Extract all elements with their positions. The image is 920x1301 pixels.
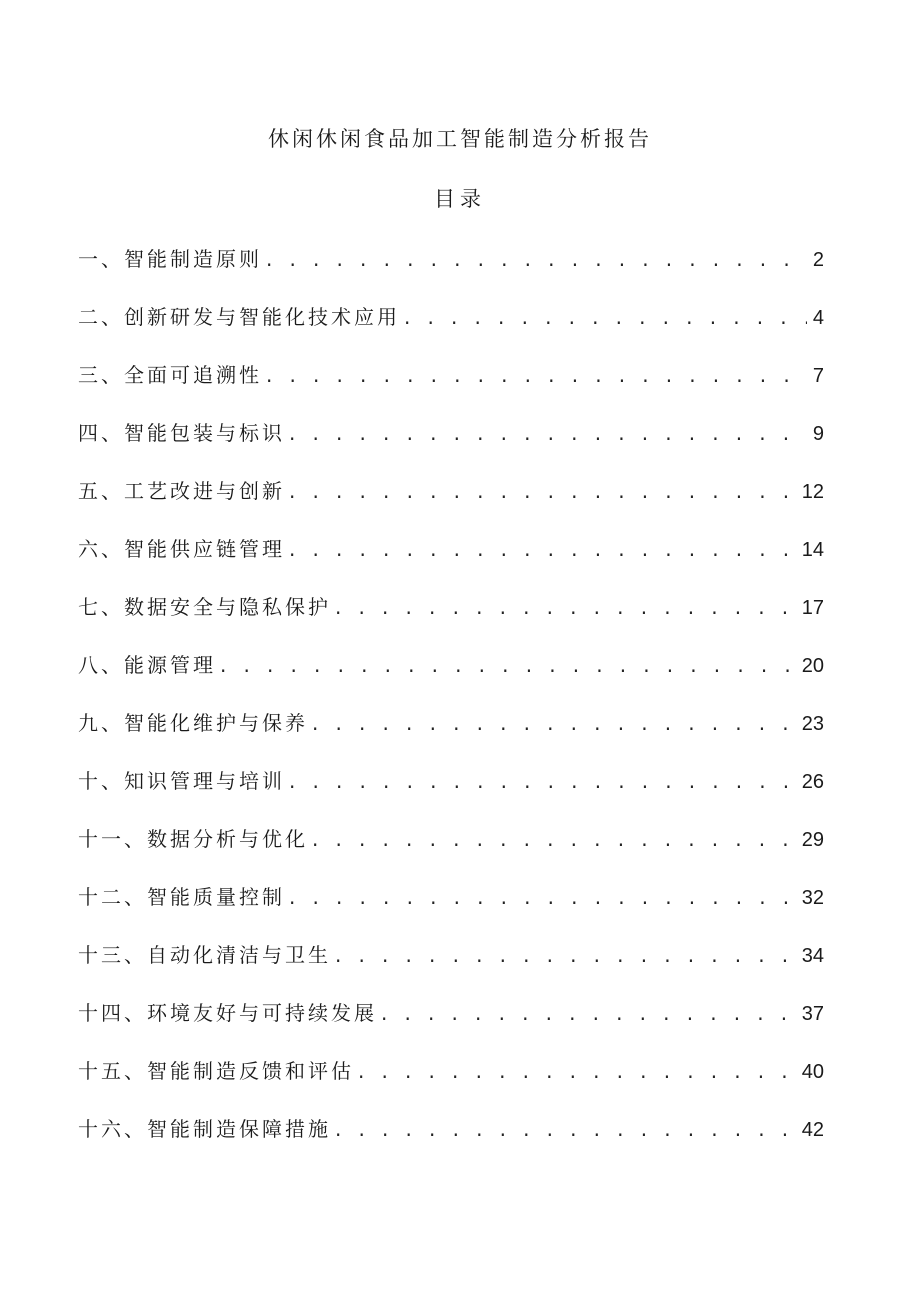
toc-leader-dots	[266, 360, 807, 390]
toc-entry-page: 20	[801, 655, 824, 677]
toc-entry-label: 七、数据安全与隐私保护	[78, 595, 331, 619]
toc-entry[interactable]	[78, 1114, 824, 1172]
toc-entry-label: 二、创新研发与智能化技术应用	[78, 305, 400, 329]
toc-entry-page: 34	[801, 945, 824, 967]
toc-leader-dots	[312, 824, 796, 854]
toc-entry[interactable]	[78, 882, 824, 940]
toc-leader-dots	[220, 650, 796, 680]
toc-entry[interactable]	[78, 302, 824, 360]
toc-heading: 目录	[434, 187, 486, 211]
toc-entry[interactable]	[78, 708, 824, 766]
toc-leader-dots	[289, 418, 807, 448]
toc-entry-label: 十六、智能制造保障措施	[78, 1117, 331, 1141]
toc-entry-page: 9	[812, 423, 824, 445]
toc-entry[interactable]	[78, 476, 824, 534]
toc-leader-dots	[335, 592, 796, 622]
toc-entry-label: 十四、环境友好与可持续发展	[78, 1001, 377, 1025]
table-of-contents	[78, 244, 824, 1172]
toc-entry-label: 十、知识管理与培训	[78, 769, 285, 793]
toc-entry-page: 4	[812, 307, 824, 329]
toc-entry-label: 十二、智能质量控制	[78, 885, 285, 909]
toc-entry-label: 八、能源管理	[78, 653, 216, 677]
toc-entry-page: 2	[812, 249, 824, 271]
toc-leader-dots	[289, 534, 796, 564]
toc-entry-page: 12	[801, 481, 824, 503]
toc-entry-label: 十一、数据分析与优化	[78, 827, 308, 851]
toc-leader-dots	[381, 998, 796, 1028]
toc-entry[interactable]	[78, 650, 824, 708]
toc-leader-dots	[312, 708, 796, 738]
toc-entry[interactable]	[78, 592, 824, 650]
toc-entry-label: 五、工艺改进与创新	[78, 479, 285, 503]
toc-entry-page: 40	[801, 1061, 824, 1083]
toc-entry-label: 四、智能包装与标识	[78, 421, 285, 445]
toc-entry-label: 三、全面可追溯性	[78, 363, 262, 387]
toc-entry-page: 42	[801, 1119, 824, 1141]
toc-leader-dots	[335, 940, 796, 970]
toc-leader-dots	[335, 1114, 796, 1144]
toc-entry-page: 14	[801, 539, 824, 561]
toc-entry-page: 23	[801, 713, 824, 735]
document-title: 休闲休闲食品加工智能制造分析报告	[268, 127, 652, 151]
toc-entry[interactable]	[78, 1056, 824, 1114]
toc-entry-page: 32	[801, 887, 824, 909]
toc-leader-dots	[358, 1056, 796, 1086]
toc-entry-label: 十五、智能制造反馈和评估	[78, 1059, 354, 1083]
toc-entry-page: 37	[801, 1003, 824, 1025]
toc-entry[interactable]	[78, 766, 824, 824]
toc-entry-page: 17	[801, 597, 824, 619]
toc-entry[interactable]	[78, 940, 824, 998]
toc-leader-dots	[289, 882, 796, 912]
toc-entry[interactable]	[78, 360, 824, 418]
toc-leader-dots	[266, 244, 807, 274]
toc-leader-dots	[289, 476, 796, 506]
toc-entry-page: 26	[801, 771, 824, 793]
toc-entry-label: 十三、自动化清洁与卫生	[78, 943, 331, 967]
toc-entry-label: 一、智能制造原则	[78, 247, 262, 271]
toc-entry[interactable]	[78, 244, 824, 302]
toc-entry[interactable]	[78, 824, 824, 882]
toc-entry[interactable]	[78, 534, 824, 592]
toc-entry[interactable]	[78, 998, 824, 1056]
toc-entry[interactable]	[78, 418, 824, 476]
toc-entry-label: 九、智能化维护与保养	[78, 711, 308, 735]
toc-entry-page: 7	[812, 365, 824, 387]
toc-leader-dots	[289, 766, 796, 796]
toc-leader-dots	[404, 302, 807, 332]
toc-entry-page: 29	[801, 829, 824, 851]
toc-entry-label: 六、智能供应链管理	[78, 537, 285, 561]
